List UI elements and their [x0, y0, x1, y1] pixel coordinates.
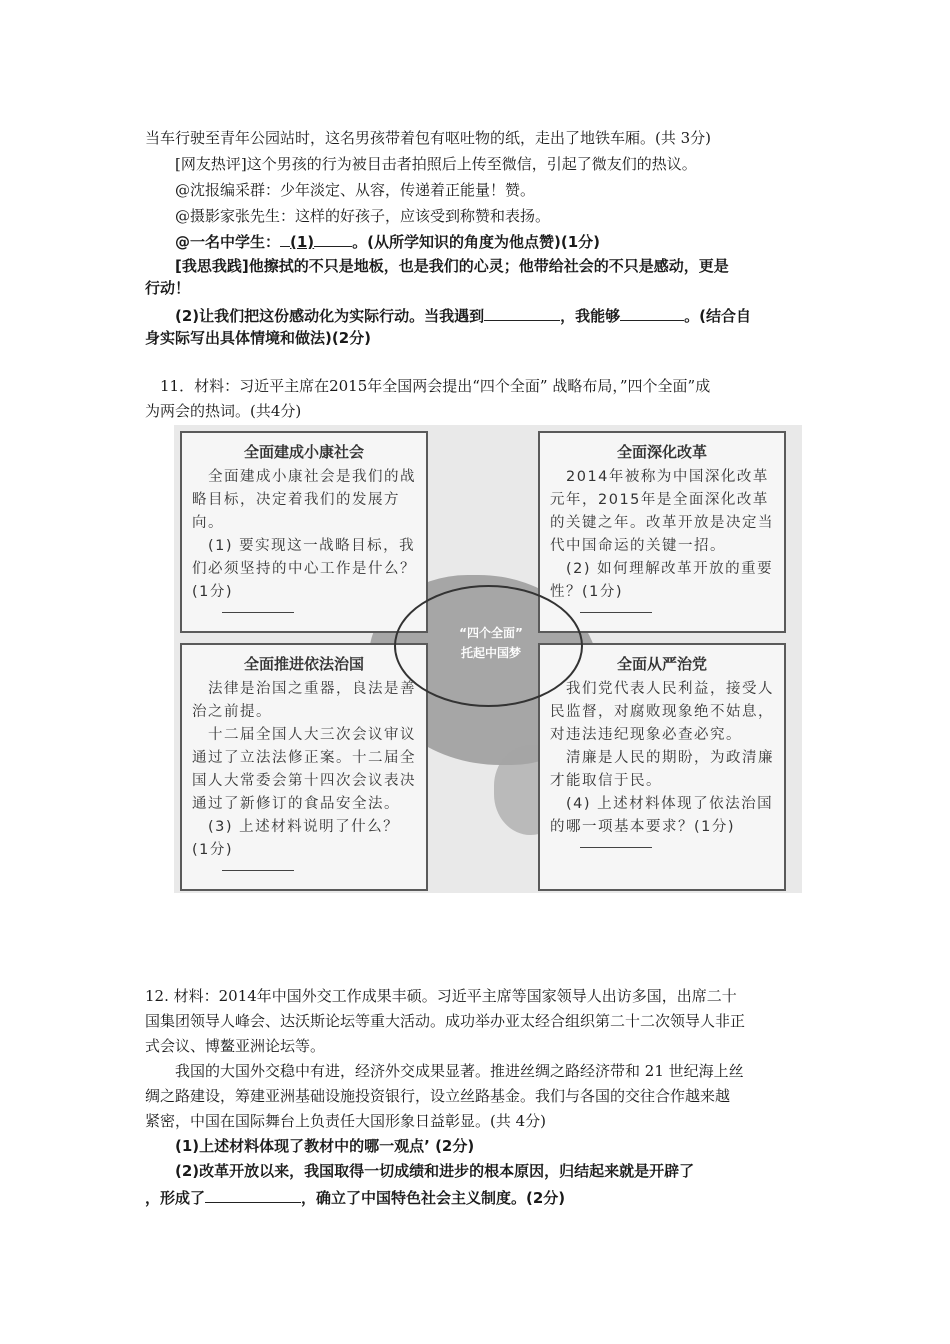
box-xiaokang-text: 全面建成小康社会是我们的战略目标，决定着我们的发展方向。 — [192, 469, 416, 531]
box-xiaokang-answer-line[interactable] — [222, 612, 294, 613]
box-party-discipline-question: (4) 上述材料体现了依法治国的哪一项基本要求？(1分) — [550, 796, 774, 835]
box-rule-of-law-answer-line[interactable] — [222, 870, 294, 871]
q10-netizen-comment: [网友热评]这个男孩的行为被目击者拍照后上传至微信，引起了微友们的热议。 — [175, 155, 697, 173]
q10-q1-blank-lead — [280, 230, 290, 247]
center-label — [436, 623, 546, 663]
center-label-line-1: “四个全面” — [459, 626, 523, 640]
q10-question-2 — [175, 304, 751, 326]
box-rule-of-law-title: 全面推进依法治国 — [243, 655, 364, 673]
q10-q2-blank-situation[interactable] — [484, 304, 560, 321]
q12-line-2: 国集团领导人峰会、达沃斯论坛等重大活动。成功举办亚太经合组织第二十二次领导人非正 — [145, 1012, 746, 1030]
q12-q2-answer-blank[interactable] — [205, 1186, 301, 1203]
box-reform-question: (2) 如何理解改革开放的重要性？(1分) — [550, 561, 774, 600]
box-party-discipline-title: 全面从严治党 — [616, 655, 707, 673]
q12-line-5: 绸之路建设，筹建亚洲基础设施投资银行，设立丝路基金。我们与各国的交往合作越来越 — [145, 1087, 731, 1105]
q12-line-3: 式会议、博鳌亚洲论坛等。 — [145, 1037, 326, 1055]
q10-comment-editor: @沈报编采群：少年淡定、从容，传递着正能量！赞。 — [175, 181, 536, 199]
box-reform-answer-line[interactable] — [580, 612, 652, 613]
box-rule-of-law-text-1: 法律是治国之重器，良法是善治之前提。 — [192, 681, 416, 720]
q10-question-1 — [175, 230, 600, 252]
q10-q1-blank-label: (1) — [290, 233, 315, 251]
q10-q1-answer-blank[interactable] — [314, 230, 352, 247]
q12-line-4: 我国的大国外交稳中有进，经济外交成果显著。推进丝绸之路经济带和 21 世纪海上丝 — [175, 1062, 744, 1080]
q10-q2-blank-action[interactable] — [620, 304, 684, 321]
q10-q1-prefix: @一名中学生： — [175, 233, 281, 251]
q10-q2-part-b: ，我能够 — [560, 307, 621, 325]
q10-comment-photographer: @摄影家张先生：这样的好孩子，应该受到称赞和表扬。 — [175, 207, 551, 225]
box-reform — [538, 431, 786, 633]
box-xiaokang — [180, 431, 428, 633]
center-label-line-2: 托起中国梦 — [460, 646, 521, 660]
q10-line-1: 当车行驶至青年公园站时，这名男孩带着包有呕吐物的纸，走出了地铁车厢。(共 3分) — [145, 129, 712, 147]
q11-line-1: 11．材料：习近平主席在2015年全国两会提出“四个全面” 战略布局，”四个全面”成 — [160, 377, 711, 395]
box-party-discipline-text-2: 清廉是人民的期盼，为政清廉才能取信于民。 — [550, 750, 774, 789]
q10-q1-suffix: 。(从所学知识的角度为他点赞)(1分) — [352, 233, 601, 251]
box-party-discipline-answer-line[interactable] — [580, 847, 652, 848]
q10-q2-part-c: 。(结合自 — [684, 307, 752, 325]
box-rule-of-law-text-2: 十二届全国人大三次会议审议通过了立法法修正案。十二届全国人大常委会第十四次会议表决通过了新修订的食品安全法。 — [192, 727, 416, 812]
four-comprehensives-figure — [174, 425, 802, 893]
q11-line-2: 为两会的热词。(共4分) — [145, 402, 302, 420]
box-reform-title: 全面深化改革 — [616, 443, 707, 461]
q12-question-2: (2)改革开放以来，我国取得一切成绩和进步的根本原因，归结起来就是开辟了 — [175, 1162, 695, 1180]
q12-question-1: (1)上述材料体现了教材中的哪一观点’ (2分) — [175, 1137, 475, 1155]
box-party-discipline-text-1: 我们党代表人民利益，接受人民监督，对腐败现象绝不姑息，对违法违纪现象必查必究。 — [550, 681, 774, 743]
box-rule-of-law — [180, 643, 428, 891]
q10-question-2-cont: 身实际写出具体情境和做法)(2分) — [145, 329, 372, 347]
q10-reflection-cont: 行动！ — [145, 279, 191, 297]
box-reform-text: 2014年被称为中国深化改革元年，2015年是全面深化改革的关键之年。改革开放是决定当代中国命运的关键一招。 — [550, 469, 774, 554]
q12-q2-part-a: ，形成了 — [145, 1189, 206, 1207]
box-rule-of-law-question: (3) 上述材料说明了什么？(1分) — [192, 819, 400, 858]
q12-q2-part-b: ，确立了中国特色社会主义制度。(2分) — [301, 1189, 566, 1207]
q12-question-2-cont — [145, 1186, 565, 1208]
box-party-discipline — [538, 643, 786, 891]
q10-q2-part-a: (2)让我们把这份感动化为实际行动。当我遇到 — [175, 307, 485, 325]
q10-reflection: [我思我践]他擦拭的不只是地板，也是我们的心灵；他带给社会的不只是感动，更是 — [175, 257, 729, 275]
box-xiaokang-question: (1) 要实现这一战略目标，我们必须坚持的中心工作是什么？(1分) — [192, 538, 416, 600]
q12-line-1: 12. 材料：2014年中国外交工作成果丰硕。习近平主席等国家领导人出访多国，出席二十 — [145, 987, 737, 1005]
box-xiaokang-title: 全面建成小康社会 — [243, 443, 364, 461]
q12-line-6: 紧密，中国在国际舞台上负责任大国形象日益彰显。(共 4分) — [145, 1112, 547, 1130]
